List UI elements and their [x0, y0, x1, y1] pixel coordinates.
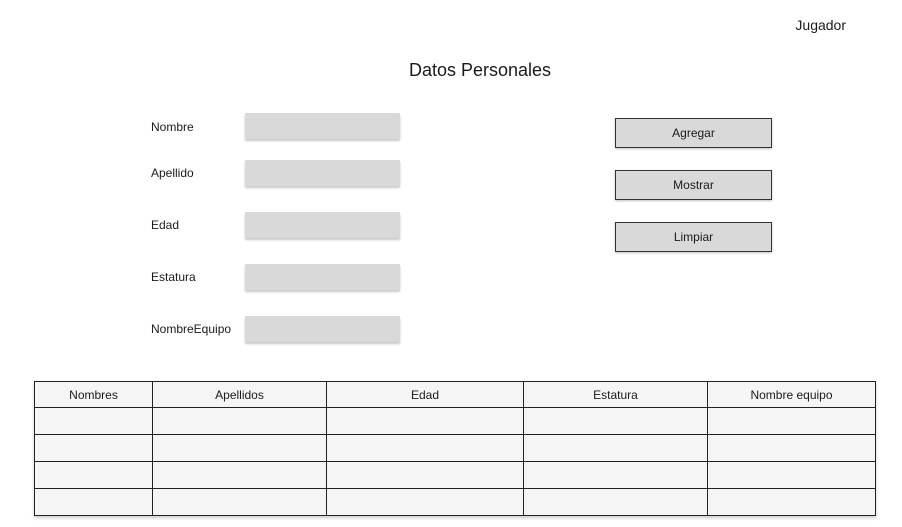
table-cell[interactable] — [327, 408, 524, 435]
table-cell[interactable] — [35, 408, 153, 435]
nombre-input[interactable] — [245, 113, 400, 139]
estatura-input[interactable] — [245, 264, 400, 290]
table-cell[interactable] — [708, 435, 876, 462]
column-header-nombres[interactable]: Nombres — [35, 382, 153, 408]
table-row[interactable] — [35, 408, 876, 435]
table-cell[interactable] — [524, 435, 708, 462]
table-cell[interactable] — [524, 408, 708, 435]
nombre-equipo-label: NombreEquipo — [151, 322, 232, 336]
column-header-apellidos[interactable]: Apellidos — [153, 382, 327, 408]
table-cell[interactable] — [327, 435, 524, 462]
estatura-label: Estatura — [151, 270, 196, 284]
mostrar-button[interactable]: Mostrar — [615, 170, 772, 200]
table-row[interactable] — [35, 462, 876, 489]
table-cell[interactable] — [327, 489, 524, 516]
table-cell[interactable] — [35, 462, 153, 489]
edad-label: Edad — [151, 218, 180, 232]
table-cell[interactable] — [708, 489, 876, 516]
table-row[interactable] — [35, 435, 876, 462]
edad-input[interactable] — [245, 212, 400, 238]
table-cell[interactable] — [153, 408, 327, 435]
table-cell[interactable] — [708, 462, 876, 489]
nombre-label: Nombre — [151, 120, 194, 134]
table-cell[interactable] — [153, 462, 327, 489]
limpiar-button[interactable]: Limpiar — [615, 222, 772, 252]
players-table — [34, 381, 876, 516]
table-cell[interactable] — [524, 489, 708, 516]
apellido-input[interactable] — [245, 160, 400, 186]
page-title: Datos Personales — [408, 60, 552, 80]
column-header-edad[interactable]: Edad — [327, 382, 524, 408]
table-row[interactable] — [35, 489, 876, 516]
table-cell[interactable] — [153, 435, 327, 462]
table-cell[interactable] — [35, 435, 153, 462]
table-header-row — [35, 382, 876, 408]
table-cell[interactable] — [327, 462, 524, 489]
table-cell[interactable] — [35, 489, 153, 516]
app-title: Jugador — [795, 17, 846, 33]
nombre-equipo-input[interactable] — [245, 316, 400, 342]
table-cell[interactable] — [524, 462, 708, 489]
table-cell[interactable] — [708, 408, 876, 435]
column-header-estatura[interactable]: Estatura — [524, 382, 708, 408]
agregar-button[interactable]: Agregar — [615, 118, 772, 148]
table-cell[interactable] — [153, 489, 327, 516]
apellido-label: Apellido — [151, 166, 194, 180]
column-header-nombre-equipo[interactable]: Nombre equipo — [708, 382, 876, 408]
